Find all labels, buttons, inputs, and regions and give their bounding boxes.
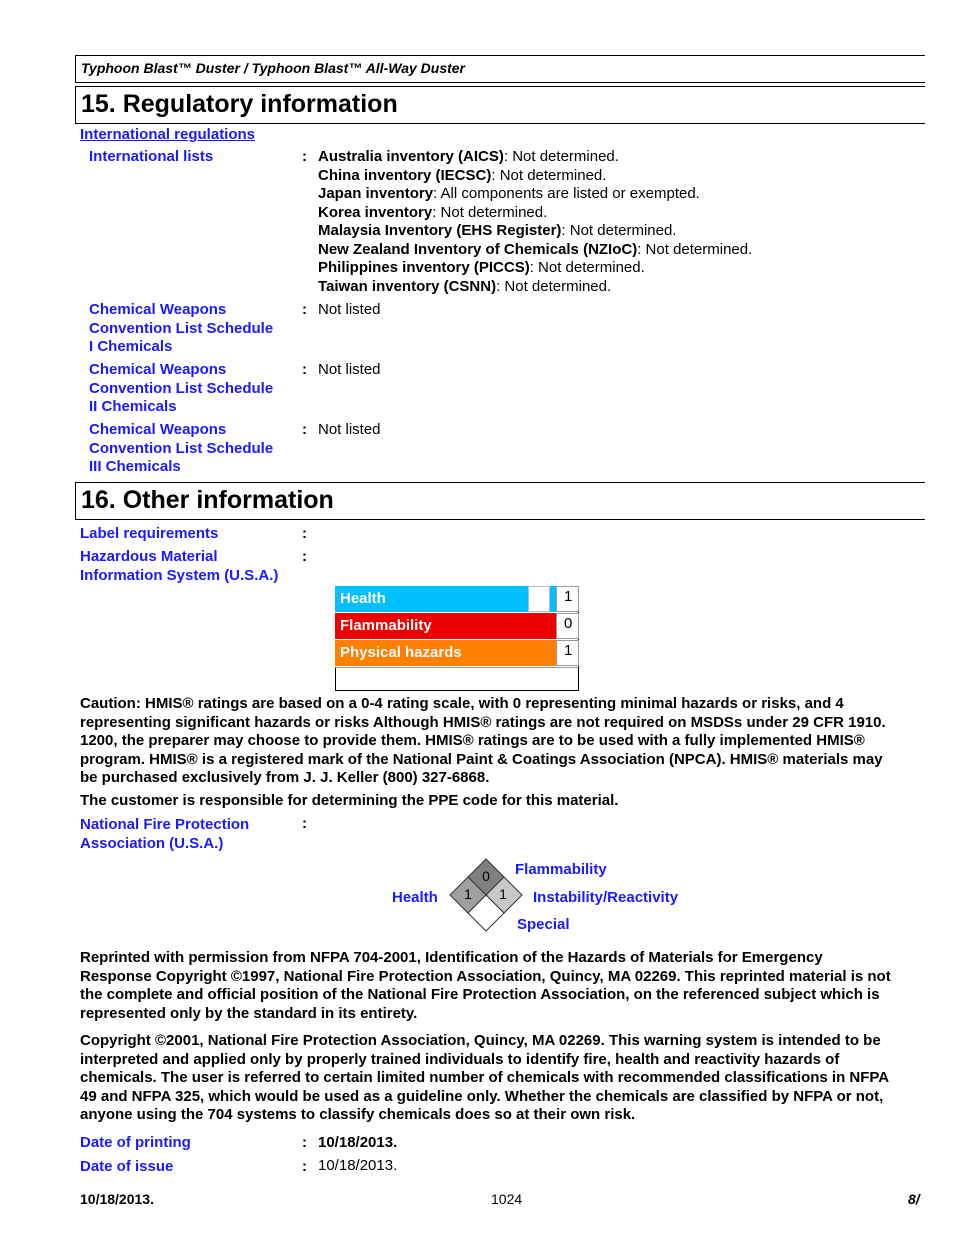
inventory-row: Philippines inventory (PICCS): Not determined. <box>318 259 645 276</box>
date-of-printing-label: Date of printing <box>80 1134 191 1151</box>
colon: : <box>302 1158 307 1175</box>
colon: : <box>302 548 307 565</box>
international-lists-label: International lists <box>89 148 214 165</box>
inventory-list <box>318 148 918 296</box>
colon: : <box>302 148 307 165</box>
date-of-printing-value: 10/18/2013. <box>318 1134 398 1151</box>
product-name: Typhoon Blast™ Duster / Typhoon Blast™ All-Way Duster <box>81 60 465 76</box>
hmis-ppe-row <box>335 667 579 691</box>
nfpa-copyright-paragraph: Copyright ©2001, National Fire Protection Association, Quincy, MA 02269. This warning system is intended to be interpreted and applied only by properly trained individuals to identify fire, health and reactivity hazards of chemicals. The user is referred to certain limited number of chemicals with recommended classifications in NFPA 49 and NFPA 325, which would be used as a guideline only. Whether the chemicals are classified by NFPA or not, anyone using the 704 systems to classify chemicals does so at their own risk. <box>80 1032 890 1123</box>
document-header <box>75 55 925 83</box>
footer-code: 1024 <box>491 1191 523 1207</box>
section-16-title: 16. Other information <box>75 482 925 520</box>
hmis-health-value: 1 <box>556 586 579 612</box>
cwc-schedule-3-value: Not listed <box>318 421 381 438</box>
ppe-note: The customer is responsible for determining the PPE code for this material. <box>80 792 619 809</box>
section-15-title: 15. Regulatory information <box>75 86 925 124</box>
hmis-health-blank <box>528 586 550 612</box>
nfpa-instability-label: Instability/Reactivity <box>533 889 679 906</box>
inventory-row: Australia inventory (AICS): Not determined. <box>318 148 619 165</box>
nfpa-health-label: Health <box>392 889 438 906</box>
hmis-label: Hazardous Material Information System (U.S.A.) <box>80 548 279 584</box>
colon: : <box>302 525 307 542</box>
inventory-row: Taiwan inventory (CSNN): Not determined. <box>318 277 612 295</box>
nfpa-health-value: 1 <box>464 886 472 902</box>
nfpa-instability-value: 1 <box>499 886 507 902</box>
inventory-row: Korea inventory: Not determined. <box>318 203 548 221</box>
hmis-physical-value: 1 <box>556 640 579 666</box>
hmis-flammability-value: 0 <box>556 613 579 639</box>
hmis-caution-paragraph: Caution: HMIS® ratings are based on a 0-4 rating scale, with 0 representing minimal hazards or risks, and 4 representing significant hazards or risks Although HMIS® ratings are not required on MSDSs under 29 CFR 1910. 1200, the preparer may choose to provide them. HMIS® ratings are to be used with a fully implemented HMIS® program. HMIS® is a registered mark of the National Paint & Coatings Association (NPCA). HMIS® materials may be purchased exclusively from J. J. Keller (800) 327-6868. <box>80 695 886 786</box>
colon: : <box>302 1134 307 1151</box>
cwc-schedule-2-value: Not listed <box>318 361 381 378</box>
inventory-row: Japan inventory: All components are listed or exempted. <box>318 185 700 202</box>
inventory-row: China inventory (IECSC): Not determined. <box>318 166 607 184</box>
nfpa-flammability-label: Flammability <box>515 861 607 878</box>
hmis-health-row: Health <box>335 586 528 612</box>
hmis-physical-row: Physical hazards <box>335 640 556 666</box>
international-regulations-link[interactable]: International regulations <box>80 126 256 143</box>
hmis-flammability-row: Flammability <box>335 613 556 639</box>
colon: : <box>302 815 307 832</box>
cwc-schedule-1-value: Not listed <box>318 301 381 318</box>
nfpa-diamond <box>446 858 526 934</box>
nfpa-flammability-value: 0 <box>482 868 490 884</box>
cwc-schedule-1-label: Chemical Weapons Convention List Schedule I Chemicals <box>89 301 274 355</box>
nfpa-label: National Fire Protection Association (U.S.A.) <box>80 816 250 852</box>
date-of-issue-value: 10/18/2013. <box>318 1157 398 1174</box>
colon: : <box>302 361 307 378</box>
footer-page-number: 8/ <box>908 1191 920 1207</box>
inventory-row: Malaysia Inventory (EHS Register): Not determined. <box>318 222 677 239</box>
footer-date: 10/18/2013. <box>80 1191 154 1207</box>
inventory-row: New Zealand Inventory of Chemicals (NZIoC): Not determined. <box>318 240 753 258</box>
nfpa-special-label: Special <box>517 916 570 933</box>
label-requirements-label: Label requirements <box>80 525 219 542</box>
nfpa-reprint-paragraph: Reprinted with permission from NFPA 704-2001, Identification of the Hazards of Materials for Emergency Response Copyright ©1997, National Fire Protection Association, Quincy, MA 02269. This reprinted material is not the complete and official position of the National Fire Protection Association, on the referenced subject which is represented only by the standard in its entirety. <box>80 949 891 1022</box>
colon: : <box>302 301 307 318</box>
cwc-schedule-2-label: Chemical Weapons Convention List Schedule II Chemicals <box>89 361 274 415</box>
cwc-schedule-3-label: Chemical Weapons Convention List Schedule III Chemicals <box>89 421 274 475</box>
date-of-issue-label: Date of issue <box>80 1158 174 1175</box>
colon: : <box>302 421 307 438</box>
